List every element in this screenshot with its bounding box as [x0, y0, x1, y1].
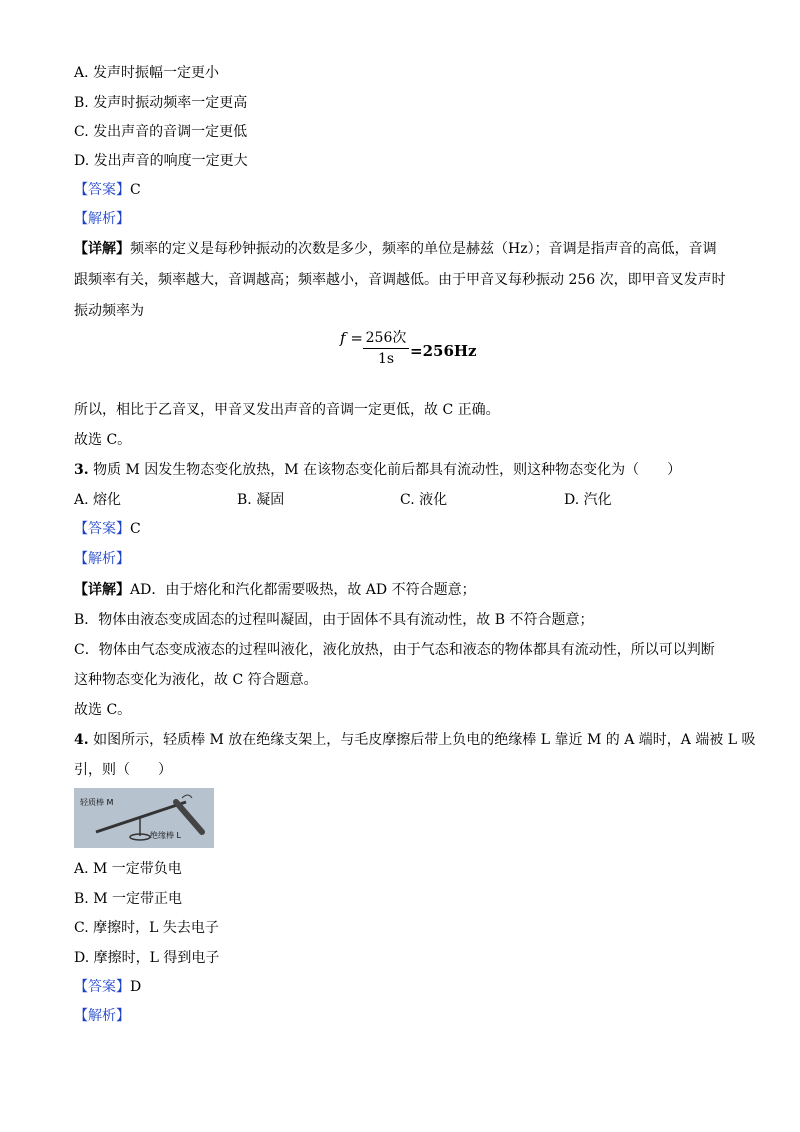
q4-option-c: C. 摩擦时，L 失去电子: [74, 920, 219, 936]
formula-numerator: 256次: [365, 330, 407, 346]
q4-option-d: D. 摩擦时，L 得到电子: [74, 950, 220, 966]
question-number: 3.: [74, 462, 89, 478]
figure-label-m: 轻质棒 M: [80, 798, 114, 807]
formula-fraction: [363, 329, 409, 368]
rod-illustration: [74, 788, 214, 848]
analysis-tag: 【解析】: [74, 1008, 130, 1024]
q3-option-d: D. 汽化: [564, 492, 612, 508]
q2-option-c: C. 发出声音的音调一定更低: [74, 124, 248, 140]
detail-tag: 【详解】: [74, 241, 130, 257]
analysis-tag: 【解析】: [74, 551, 130, 567]
q3-option-c: C. 液化: [400, 492, 448, 508]
detail-tag: 【详解】: [74, 582, 130, 598]
q3-detail-line-1: [74, 580, 476, 600]
formula-denominator: 1s: [377, 351, 395, 367]
q2-detail-line-3: 振动频率为: [74, 303, 144, 319]
q3-detail-line-2: B．物体由液态变成固态的过程叫凝固，由于固体不具有流动性，故 B 不符合题意；: [74, 612, 594, 628]
detail-text: 频率的定义是每秒钟振动的次数是多少，频率的单位是赫兹（Hz）；音调是指声音的高低，音调: [130, 241, 717, 257]
q2-option-a: A. 发声时振幅一定更小: [74, 65, 220, 81]
q4-stem-line-1: [74, 730, 756, 750]
q4-option-b: B. M 一定带正电: [74, 891, 182, 907]
answer-value: C: [130, 521, 141, 537]
q3-stem: [74, 460, 681, 480]
q2-detail-line-2: 跟频率有关，频率越大，音调越高；频率越小，音调越低。由于甲音叉每秒振动 256 次，即甲音叉发声时: [74, 272, 726, 288]
q2-answer: [74, 180, 141, 200]
q3-option-b: B. 凝固: [237, 492, 285, 508]
q3-detail-line-4: 这种物态变化为液化，故 C 符合题意。: [74, 672, 318, 688]
answer-tag: 【答案】: [74, 182, 130, 198]
rod-figure: [74, 788, 214, 848]
detail-text: AD．由于熔化和汽化都需要吸热，故 AD 不符合题意；: [130, 582, 476, 598]
q3-analysis: [74, 549, 130, 569]
q2-analysis: [74, 209, 130, 229]
q3-detail-line-3: C．物体由气态变成液态的过程叫液化，液化放热，由于气态和液态的物体都具有流动性，所以可以判断: [74, 642, 715, 658]
question-text: 物质 M 因发生物态变化放热，M 在该物态变化前后都具有流动性，则这种物态变化为（ ）: [88, 462, 682, 478]
q2-option-b: B. 发声时振动频率一定更高: [74, 95, 248, 111]
q4-stem-line-2: 引，则（ ）: [74, 762, 172, 778]
formula-rhs: =256Hz: [410, 342, 477, 360]
formula-lhs: f =: [340, 329, 363, 347]
answer-tag: 【答案】: [74, 521, 130, 537]
q2-option-d: D. 发出声音的响度一定更大: [74, 153, 248, 169]
question-text: 如图所示，轻质棒 M 放在绝缘支架上，与毛皮摩擦后带上负电的绝缘棒 L 靠近 M 的 A 端时，A 端被 L 吸: [88, 732, 756, 748]
analysis-tag: 【解析】: [74, 211, 130, 227]
q2-conclusion: 所以，相比于乙音叉，甲音叉发出声音的音调一定更低，故 C 正确。: [74, 402, 500, 418]
question-number: 4.: [74, 732, 89, 748]
fraction-bar: [363, 348, 409, 349]
q2-choose: 故选 C。: [74, 432, 132, 448]
q4-answer: [74, 977, 141, 997]
answer-value: C: [130, 182, 141, 198]
figure-label-l: 绝缘棒 L: [150, 831, 181, 840]
q3-option-a: A. 熔化: [74, 492, 122, 508]
q3-choose: 故选 C。: [74, 702, 132, 718]
q4-analysis: [74, 1006, 130, 1026]
q4-option-a: A. M 一定带负电: [74, 861, 182, 877]
q2-detail-line-1: [74, 239, 717, 259]
answer-value: D: [130, 979, 142, 995]
answer-tag: 【答案】: [74, 979, 130, 995]
q3-answer: [74, 519, 141, 539]
